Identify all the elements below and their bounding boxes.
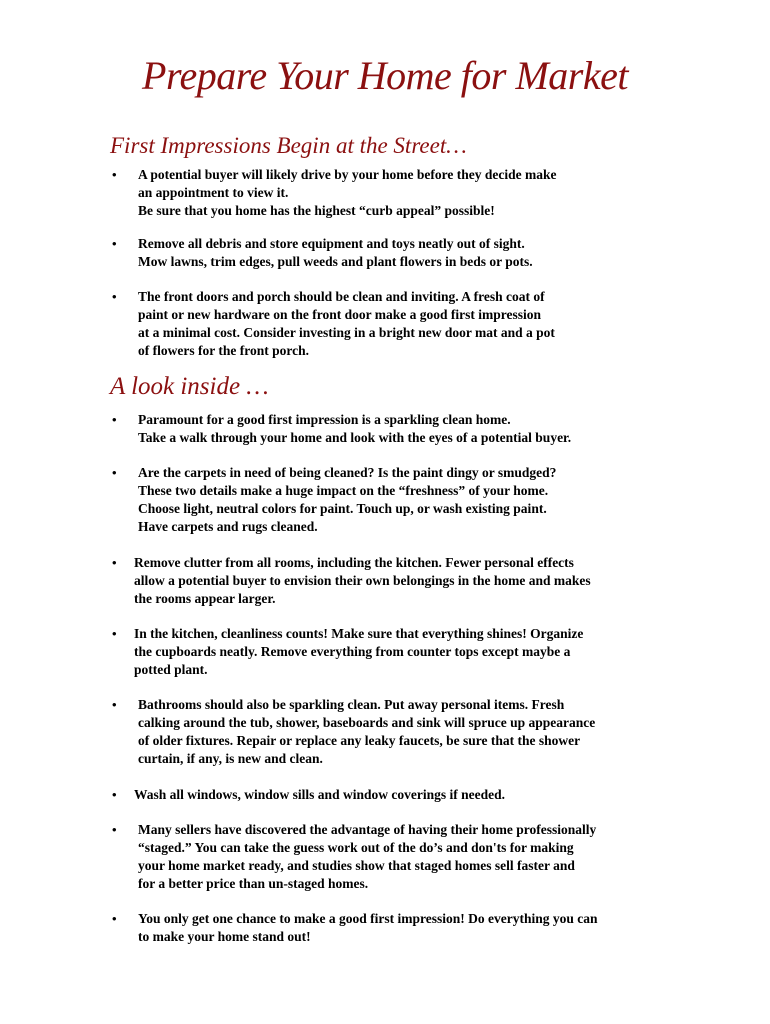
bullet-icon: • [112,787,117,802]
list-item-line: Have carpets and rugs cleaned. [138,519,318,534]
list-item-line: calking around the tub, shower, baseboards and sink will spruce up appearance [138,715,596,730]
list-item-line: allow a potential buyer to envision their own belongings in the home and makes [134,573,591,588]
list-item [112,625,672,679]
bullet-icon: • [112,911,117,926]
list-item-line: Paramount for a good first impression is a sparkling clean home. [138,412,511,427]
list-item [112,821,672,893]
list-item [112,910,672,946]
list-item-line: to make your home stand out! [138,929,311,944]
list-item-line: paint or new hardware on the front door make a good first impression [138,307,542,322]
section-heading-inside: A look inside … [110,373,269,400]
page-title: Prepare Your Home for Market [142,53,628,98]
list-item-line: of flowers for the front porch. [138,343,309,358]
list-item-line: the rooms appear larger. [134,591,276,606]
list-item-line: Choose light, neutral colors for paint. Touch up, or wash existing paint. [138,501,547,516]
list-item-line: curtain, if any, is new and clean. [138,751,323,766]
list-item-line: an appointment to view it. [138,185,289,200]
bullet-icon: • [112,465,117,480]
list-item-line: Remove all debris and store equipment and toys neatly out of sight. [138,236,525,251]
list-item [112,696,672,768]
bullet-icon: • [112,555,117,570]
list-item-line: at a minimal cost. Consider investing in a bright new door mat and a pot [138,325,555,340]
list-item-line: Mow lawns, trim edges, pull weeds and plant flowers in beds or pots. [138,254,533,269]
list-item-line: Wash all windows, window sills and window coverings if needed. [134,787,505,802]
list-item-line: potted plant. [134,662,208,677]
bullet-icon: • [112,697,117,712]
list-item-line: You only get one chance to make a good first impression! Do everything you can [138,911,598,926]
list-item-line: A potential buyer will likely drive by your home before they decide make [138,167,557,182]
list-item-line: of older fixtures. Repair or replace any leaky faucets, be sure that the shower [138,733,581,748]
list-item-line: the cupboards neatly. Remove everything from counter tops except maybe a [134,644,571,659]
bullet-icon: • [112,412,117,427]
list-item-line: your home market ready, and studies show that staged homes sell faster and [138,858,575,873]
list-item-line: These two details make a huge impact on the “freshness” of your home. [138,483,549,498]
list-item-line: Many sellers have discovered the advantage of having their home professionally [138,822,597,837]
list-item [112,786,672,804]
list-item [112,288,672,360]
list-item-line: The front doors and porch should be clean and inviting. A fresh coat of [138,289,545,304]
list-item-line: Bathrooms should also be sparkling clean. Put away personal items. Fresh [138,697,565,712]
list-item-line: In the kitchen, cleanliness counts! Make sure that everything shines! Organize [134,626,584,641]
list-item [112,411,672,447]
list-item-line: for a better price than un-staged homes. [138,876,369,891]
list-item [112,554,672,608]
list-item-line: Be sure that you home has the highest “curb appeal” possible! [138,203,495,218]
section-heading-street: First Impressions Begin at the Street… [110,133,467,158]
list-item-line: Are the carpets in need of being cleaned? Is the paint dingy or smudged? [138,465,557,480]
list-item-line: Remove clutter from all rooms, including the kitchen. Fewer personal effects [134,555,574,570]
bullet-icon: • [112,289,117,304]
bullet-icon: • [112,626,117,641]
list-item [112,464,672,536]
list-item [112,235,672,271]
list-item-line: Take a walk through your home and look with the eyes of a potential buyer. [138,430,572,445]
bullet-icon: • [112,236,117,251]
bullet-icon: • [112,822,117,837]
list-item-line: “staged.” You can take the guess work out of the do’s and don'ts for making [138,840,574,855]
bullet-icon: • [112,167,117,182]
list-item [112,166,672,220]
